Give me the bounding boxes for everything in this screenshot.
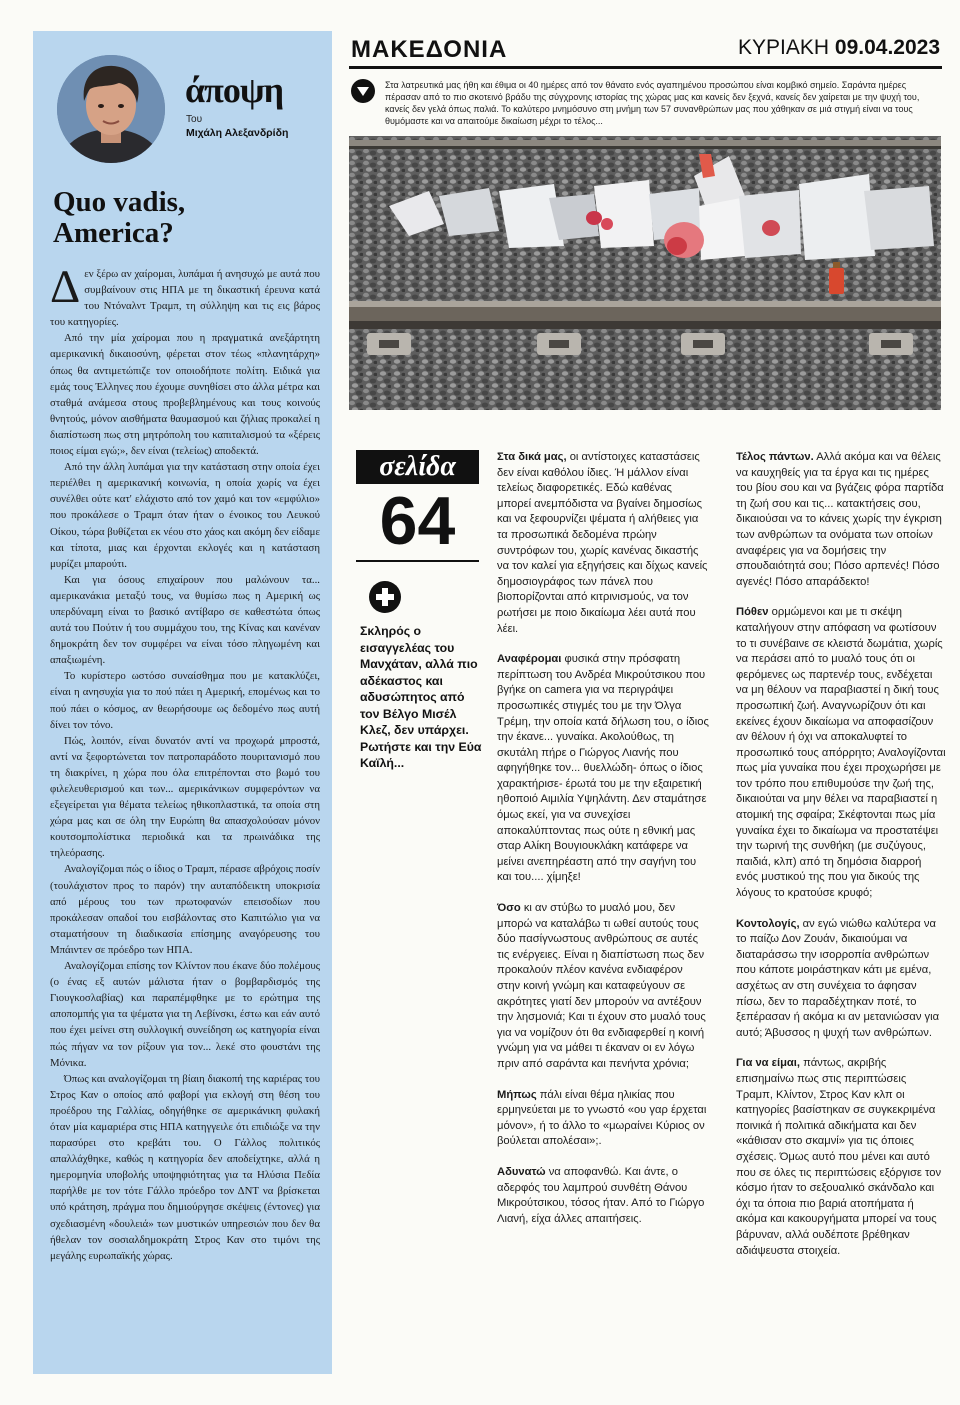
article-paragraph: Αναλογίζομαι επίσης τον Κλίντον που έκανε δύο πολέμους (ο ένας εξ αυτών μάλιστα ήταν ο βομβαρδισμός της Γιουγκοσλαβίας) και παραπέμφθηκε με το ερώτημα της αποπομπής για τα ψέματα για τη Λεβίνσκι, έστω και εάν αυτό που έχει μείνει στη συλλογική συνείδηση ως κατηγορία είναι πώς πήγαν να τον ρίξουν για τον... λεκέ στο φουστάνι της Μόνικα. xyxy=(50,960,320,1069)
article-title-line-1: Quo vadis, xyxy=(53,186,186,218)
column-paragraph xyxy=(736,450,946,590)
plus-icon xyxy=(369,581,401,613)
article-title xyxy=(53,187,323,249)
column-paragraph xyxy=(736,605,946,901)
issue-date xyxy=(738,36,940,60)
masthead-divider xyxy=(349,66,942,69)
plus-note: Σκληρός ο εισαγγελέας του Μανχάταν, αλλά πιο αδέκαστος και αδυσώπητος από τον Βέλγο Μισέλ Κλεζ, δεν υπάρχει. Ρωτήστε και την Εύα Καϊλή... xyxy=(360,624,482,770)
page-teaser xyxy=(356,450,479,562)
newspaper-name: ΜΑΚΕΔΟΝΙΑ xyxy=(351,36,508,63)
column-paragraph xyxy=(497,901,709,1073)
article-paragraph: Δεν ξέρω αν χαίρομαι, λυπάμαι ή ανησυχώ με αυτά που συμβαίνουν στις ΗΠΑ με τη δικαστική έρευνα κατά του Ντόναλντ Τραμπ, τη σύλληψη και τις εις βάρος του κατηγορίες. xyxy=(50,261,320,329)
paragraph-lead: Αδυνατώ xyxy=(497,1165,546,1178)
author-portrait-image xyxy=(57,55,165,163)
paragraph-text: πάντως, ακριβής επισημαίνω πως στις περιπτώσεις Τραμπ, Κλίντον, Στρος Καν κλπ οι κατηγορίες βασίστηκαν σε συγκεκριμένα ποινικά ή πολιτικά αδικήματα και δεν «κάθισαν στο σκαμνί» για τις όποιες σχέσεις. Όμως αυτό που μένει και αυτό που σε όλες τις περιπτώσεις εξόργισε τον κόσμο ήταν το σεξουαλικό σκάνδαλο και όχι τα όποια πιο βαριά ατοπήματα ή ακόμα και κακουργήματα μπορεί να τους βάρυναν, αλλά ουδέποτε βρέθηκαν αδιάψευστα στοιχεία. xyxy=(736,1057,942,1257)
column-paragraph xyxy=(497,652,709,886)
paragraph-text: πάλι είναι θέμα ηλικίας που ερμηνεύεται με το γνωστό «ου γαρ έρχεται μόνον», ή το άλλο το «μωραίνει Κύριος ον βούλεται απολέσαι»;. xyxy=(497,1088,707,1148)
article-paragraph: Και για όσους επιχαίρουν που μαλώνουν τα... αμερικανάκια μεταξύ τους, να θυμίσω πως η Αμερική ως υπερδύναμη είναι το βασικό αντίβαρο σε καθεστώτα όπως αυτά του Πούτιν ή του συμμάχου του, της Κίνας και κανέναν δημοκράτη δεν τον συμφέρει να είναι τόσο πληγωμένη και απαξιωμένη. xyxy=(50,573,320,667)
author-portrait xyxy=(57,55,165,163)
paragraph-lead: Για να είμαι, xyxy=(736,1057,801,1070)
article-title-line-2: America? xyxy=(53,217,174,249)
author-prefix: Του xyxy=(186,114,203,125)
paragraph-text: να αποφανθώ. Και άντε, ο αδερφός του λαμπρού συνθέτη Θάνου Μικρούτσικου, τόσος ήταν. Από το Γιώργο Λιανή, είχα άλλες απαιτήσεις. xyxy=(497,1165,705,1225)
paragraph-text: φυσικά στην πρόσφατη περίπτωση του Ανδρέα Μικρούτσικου που βγήκε on camera για να περιγράψει προσωπικές στιγμές του με την Όλγα Τρέμη, την οποία κατά δήλωση του, ο ίδιος την έκανε... γυναίκα. Ακολούθως, τη σκυτάλη πήρε ο Γιώργος Λιανής που αφηγήθηκε τον... θυελλώδη- όπως ο ίδιος χαρακτήρισε- έρωτά του με την εξαιρετική ηθοποιό Αιμιλία Υψηλάντη. Δεν σταμάτησε όμως εκεί, για να συνεχίσει αποκαλύπτοντας πως ούτε η εθνική μας σταρ Αλίκη Βουγιουκλάκη κατάφερε να μείνει ανεπηρέαστη από την σαγήνη του και του.... χίμηξε! xyxy=(497,653,709,884)
paragraph-text: Αλλά ακόμα και να θέλεις να καυχηθείς για τα έργα και τις ημέρες του βίου σου και να βγάζεις φόρα παρτίδα τη ζωή σου και τις... κατακτήσεις σου, δικαιούσαι να το κάνεις χωρίς την έγκριση των ανθρώπων τα ονόματα των οποίων αναφέρεις για να δομήσεις την σπουδαιότητά σου; Πόσο αρπενές! Πόσο αγενές! Πόσο απαράδεκτο! xyxy=(736,451,944,588)
photo-caption: Στα λατρευτικά μας ήθη και έθιμα οι 40 ημέρες από τον θάνατο ενός αγαπημένου προσώπου είναι κομβικό σημείο. Σαράντα ημέρες πέρασαν από το πιο σκοτεινό βράδυ της σύγχρονης ιστορίας της χώρας μας και κανείς δεν ξεχνά, κανείς δεν χαίρεται με την ψυχή του, κανείς δεν γελά όπως παλιά. Το καλύτερο μνημόσυνο στη μνήμη των 57 συνανθρώπων μας που χάθηκαν σε μιά στιγμή είναι να τους θυμόμαστε και να απαιτούμε δικαίωση μέχρι το τέλος... xyxy=(385,80,920,126)
column-paragraph xyxy=(736,917,946,1042)
paragraph-lead: Τέλος πάντων. xyxy=(736,451,814,463)
railway-memorial-photo xyxy=(349,136,941,410)
article-paragraph: Όπως και αναλογίζομαι τη βίαιη διακοπή της καριέρας του Στρος Καν ο οποίος από φαβορί για εκλογή στη θέση του προέδρου της Γαλλίας, οδηγήθηκε σε αμερικάνικη φυλακή όταν μία καμαριέρα στις ΗΠΑ κατηγγειλε ότι επιδιώξε να την παρασύρει στο κρεβάτι του. Ο Γάλλος πολιτικός απαλλάχθηκε, καθώς η κατηγορία δεν αποδείχτηκε, αλλά η ημερομηνία υποβολής υποψηφιότητας για τα Ηλύσια Πεδία παρήλθε με τον τότε Γάλλο πρόεδρο τον ΔΝΤ να βρίσκεται υπό κράτηση, πράγμα που δημιούργησε σκέψεις (έντονες) για σχεδιασμένη «δουλειά» των μυστικών υπηρεσιών που δεν θα ήθελαν τον σοσιαλδημοκράτη Στρος Καν στο τιμόνι της μεγάλης ευρωπαϊκής χώρας. xyxy=(50,1072,320,1262)
paragraph-lead: Πόθεν xyxy=(736,606,769,619)
column-paragraph xyxy=(497,1088,709,1150)
author-name: Μιχάλη Αλεξανδρίδη xyxy=(186,127,289,139)
paragraph-lead: Αναφέρομαι xyxy=(497,653,562,666)
paragraph-lead: Όσο xyxy=(497,902,521,915)
article-body xyxy=(50,261,320,1264)
railway-memorial-image xyxy=(349,136,941,410)
article-paragraph: Αναλογίζομαι πώς ο ίδιος ο Τραμπ, πέρασε αβρόχοις ποσίν (τουλάχιστον προς το παρόν) την αυταπόδεικτη υποκρισία από μέρους του των πρωτοφανών επεισοδίων που προκάλεσαν οπαδοί του εισβάλοντας στο Καπιτώλιο για να σταματήσουν τη διαδικασία επίσημης αναγόρευσης του Μπάιντεν σε πρόεδρο των ΗΠΑ. xyxy=(50,863,320,956)
column-paragraph xyxy=(497,1165,709,1227)
text-column-2 xyxy=(736,450,946,1259)
text-column-1 xyxy=(497,450,709,1227)
paragraph-text: οι αντίστοιχες καταστάσεις δεν είναι καθόλου ίδιες. Ή μάλλον είναι τελείως διαφορετικές. Εδώ καθένας μπορεί ανεμπόδιστα να βγαίνει δημοσίως και να ξεφουρνίζει ψέματα ή αλήθειες για τα προσωπικά δεδομένα πρώην συντρόφων του, χωρίς κανένας δικαστής να τον καλεί για εξηγήσεις και δίχως κανείς δημοσιογράφος των πάνελ που βιοπορίζονται από κιτρινισμούς, να τον ρωτήσει με ποιο δικαίωμα λέει αυτά που λέει. xyxy=(497,451,708,635)
paragraph-text: αν εγώ νιώθω καλύτερα να το παίζω Δον Ζουάν, δικαιούμαι να διαταράσσω την ισορροπία ανθρώπων που κάποτε μοιράστηκαν κάτι με εμένα, ασχέτως αν στη συνέχεια το άφησαν πίσω, δεν το παραδέχτηκαν ποτέ, το ξεπέρασαν ή ακόμα κι αν μετανιώσαν για αυτό; Άβυσσος η ψυχή των ανθρώπων. xyxy=(736,917,940,1039)
column-paragraph xyxy=(497,450,709,637)
column-paragraph xyxy=(736,1056,946,1259)
paragraph-text: ορμώμενοι και με τι σκέψη καταλήγουν στην απόφαση να φωτίσουν το τι συνέβαινε σε κλειστά δωμάτια, χωρίς να περάσει από το μυαλό τους ότι οι φερόμενες ως παρτενέρ τους, ενδέχεται να μη θέλουν να παραβιαστεί η δική τους προσωπική ζωή. Αναγνωρίζουν ότι και εκείνες έχουν δικαίωμα να αποφασίζουν αν θέλουν ή όχι να αποκαλυφτεί το προσωπικό τους απόρρητο; Αναλογίζονται πως μία γυναίκα που έχει προχωρήσει με τον τρόπο που επιθυμούσε την ζωή της, δικαιούται να μην θέλει να παραβιαστεί η ατομική της σφαίρα; Σκέφτονται πως μία γυναίκα έχει το δικαίωμα να προστατέψει την τωρινή της συνθήκη (με συζύγους, παιδιά, κλπ) από τη δημόσια διαρροή ενός μυστικού της που για δικούς της λόγους το κρατούσε κρυφό; xyxy=(736,606,946,900)
issue-day: ΚΥΡΙΑΚΗ xyxy=(738,36,830,59)
paragraph-lead: Μήπως xyxy=(497,1088,537,1101)
paragraph-lead: Στα δικά μας, xyxy=(497,451,567,463)
page-number: 64 xyxy=(356,484,479,562)
article-paragraph: Πώς, λοιπόν, είναι δυνατόν αντί να προχωρά μπροστά, αντί να ξεφορτώνεται τον πατροπαράδοτο πουριτανισμό που τη διακρίνει, η χώρα που όλα επιτρέπονται στο βωμό του φιλελευθερισμού και των... αμερικάνικων συμφερόντων να εξεγείρεται για θέματα τελείως ηθικοπλαστικά, τα οποία στη χώρα μας και σε όλη την Ευρώπη θα απασχολούσαν μόνον κουτσομπολίστικα περιοδικά και τα πρωινάδικα της τηλεόρασης. xyxy=(50,734,320,860)
issue-date-value: 09.04.2023 xyxy=(834,36,940,59)
article-paragraph: Από την μία χαίρομαι που η πραγματικά ανεξάρτητη αμερικανική δικαιοσύνη, φέρεται στον τέως «πλανητάρχη» όπως θα αντιμετώπιζε τον οποιοδήποτε πολίτη. Ειδικά για εμάς τους Έλληνες που έχουμε συνηθίσει στο άλλα μέτρα και σταθμά ανάμεσα στους προβεβλημένους και τους κοινούς θνητούς, μόνον αισθήματα θαυμασμού και ζήλιας προκαλεί η διαπίστωση πως στη μητρόπολη του καπιταλισμού τα «ξέρεις ποιος είμαι εγώ;», δεν είναι (τελείως) αποδεκτά. xyxy=(50,332,320,458)
article-paragraph: Το κυρίστερο ωστόσο συναίσθημα που με κατακλύζει, είναι η ανησυχία για το πού πάει η Αμερική, επομένως και το πού πάει ο κόσμος, αν θεωρήσουμε ως δεδομένο πως αυτή δίνει τον τόνο. xyxy=(50,670,320,731)
paragraph-text: κι αν στύβω το μυαλό μου, δεν μπορώ να καταλάβω τι ωθεί αυτούς τους δύο πασίγνωστους ανθρώπους σε αυτές τις ενέργειες. Είναι η διαπίστωση πως δεν προκαλούν πλέον κανένα ενδιαφέρον στην κοινή γνώμη και καταφεύγουν σε ακρότητες γιατί δεν μπορούν να αντέξουν την λησμονιά; Και τι έχουν στο μυαλό τους για να νομίζουν ότι θα ενδιαφερθεί η κοινή γνώμη για να μάθει τι έκαναν οι εν λόγω πριν από σαράντα και πενήντα χρόνια; xyxy=(497,902,706,1070)
paragraph-lead: Κοντολογίς, xyxy=(736,917,800,930)
article-paragraph: Από την άλλη λυπάμαι για την κατάσταση στην οποία έχει περιέλθει η αμερικανική κοινωνία, η οποία χωρίς να έχει συνέλθει ούτε κατ' ελάχιστο από τον χαμό και τον «εμφύλιο» που προκάλεσε ο Τραμπ όταν ήταν ο ένοικος του Λευκού Οίκου, τώρα βυθίζεται εκ νέου στο χάος και ακόμη δεν είδαμε και τίποτα, μιας και έρχονται εκλογές και η κατάσταση μυρίζει μπαρούτι. xyxy=(50,461,320,570)
chevron-down-icon xyxy=(351,79,375,103)
page-label: σελίδα xyxy=(356,450,479,484)
opinion-column xyxy=(33,31,332,1374)
section-label: άποψη xyxy=(185,70,284,110)
